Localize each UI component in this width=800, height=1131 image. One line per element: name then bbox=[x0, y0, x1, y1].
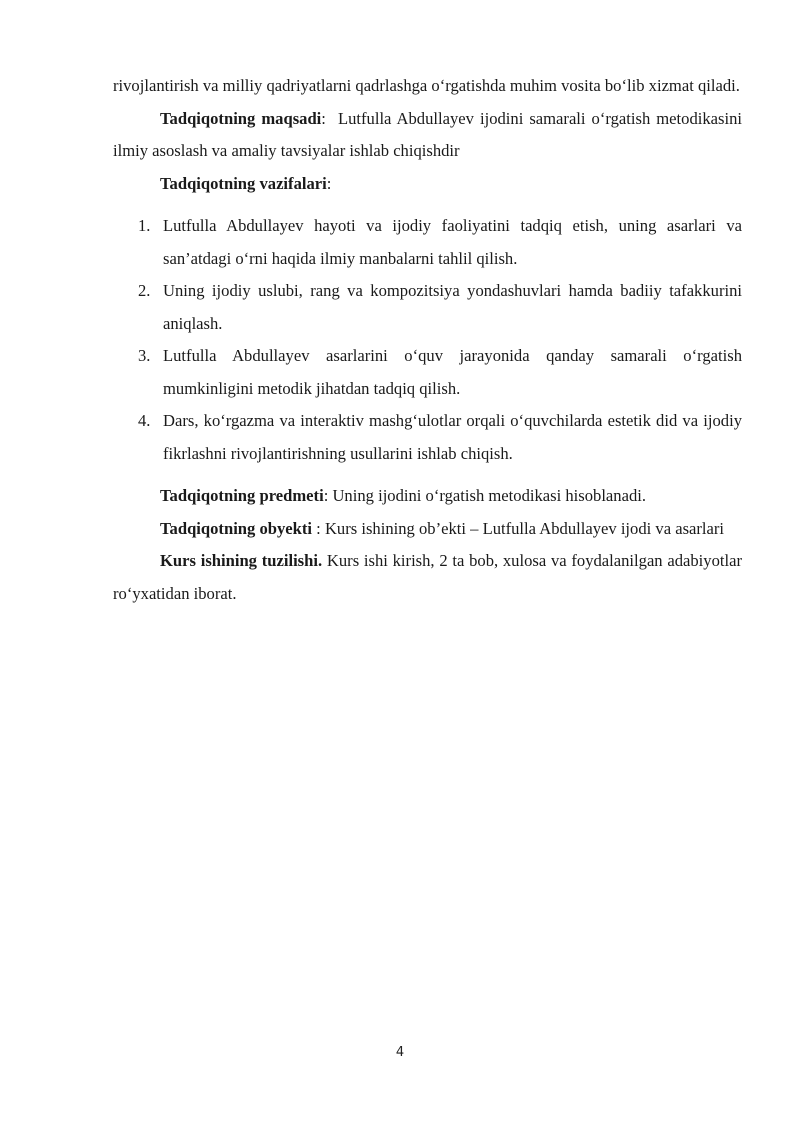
structure-paragraph bbox=[113, 545, 742, 610]
structure-text: Kurs ishi kirish, 2 ta bob, xulosa va foydalanilgan adabiyotlar ro‘yxatidan iborat. bbox=[113, 551, 742, 603]
page-number: 4 bbox=[395, 1045, 405, 1060]
subject-text: : Uning ijodini o‘rgatish metodikasi hisoblanadi. bbox=[323, 486, 647, 505]
list-item-number: 2. bbox=[138, 281, 151, 300]
subject-label: Tadqiqotning predmeti bbox=[160, 486, 324, 505]
object-text: : Kurs ishining ob’ekti – Lutfulla Abdullayev ijodi va asarlari bbox=[312, 518, 725, 538]
tasks-list bbox=[113, 210, 742, 470]
list-item-number: 1. bbox=[138, 216, 151, 235]
tasks-label: Tadqiqotning vazifalari bbox=[160, 173, 327, 193]
object-label: Tadqiqotning obyekti bbox=[160, 518, 313, 538]
list-item-text: Dars, ko‘rgazma va interaktiv mashg‘ulotlar orqali o‘quvchilarda estetik did va ijodiy fikrlashni rivojlantirishning usullarini ishlab chiqish. bbox=[163, 411, 742, 463]
goal-label: Tadqiqotning maqsadi bbox=[160, 108, 322, 128]
list-item-text: Lutfulla Abdullayev hayoti va ijodiy faoliyatini tadqiq etish, uning asarlari va san’atdagi o‘rni haqida ilmiy manbalarni tahlil qilish. bbox=[163, 216, 742, 268]
list-item bbox=[113, 340, 742, 405]
goal-paragraph bbox=[113, 103, 742, 168]
tasks-heading bbox=[113, 168, 742, 201]
document-page bbox=[113, 70, 742, 610]
subject-paragraph bbox=[113, 480, 742, 513]
structure-label: Kurs ishining tuzilishi. bbox=[160, 551, 323, 570]
list-item-text: Lutfulla Abdullayev asarlarini o‘quv jarayonida qanday samarali o‘rgatish mumkinligini metodik jihatdan tadqiq qilish. bbox=[163, 346, 742, 398]
object-paragraph bbox=[113, 513, 742, 546]
goal-text: Lutfulla Abdullayev ijodini samarali o‘rgatish metodikasini ilmiy asoslash va amaliy tavsiyalar ishlab chiqishdir bbox=[113, 108, 742, 160]
list-item bbox=[113, 275, 742, 340]
list-item-number: 4. bbox=[138, 411, 151, 430]
list-item bbox=[113, 405, 742, 470]
list-item bbox=[113, 210, 742, 275]
goal-separator: : bbox=[321, 108, 326, 128]
intro-continuation: rivojlantirish va milliy qadriyatlarni qadrlashga o‘rgatishda muhim vosita bo‘lib xizmat qiladi. bbox=[113, 76, 740, 95]
list-item-text: Uning ijodiy uslubi, rang va kompozitsiya yondashuvlari hamda badiiy tafakkurini aniqlash. bbox=[163, 281, 742, 333]
list-item-number: 3. bbox=[138, 346, 151, 365]
tasks-separator: : bbox=[326, 173, 332, 193]
